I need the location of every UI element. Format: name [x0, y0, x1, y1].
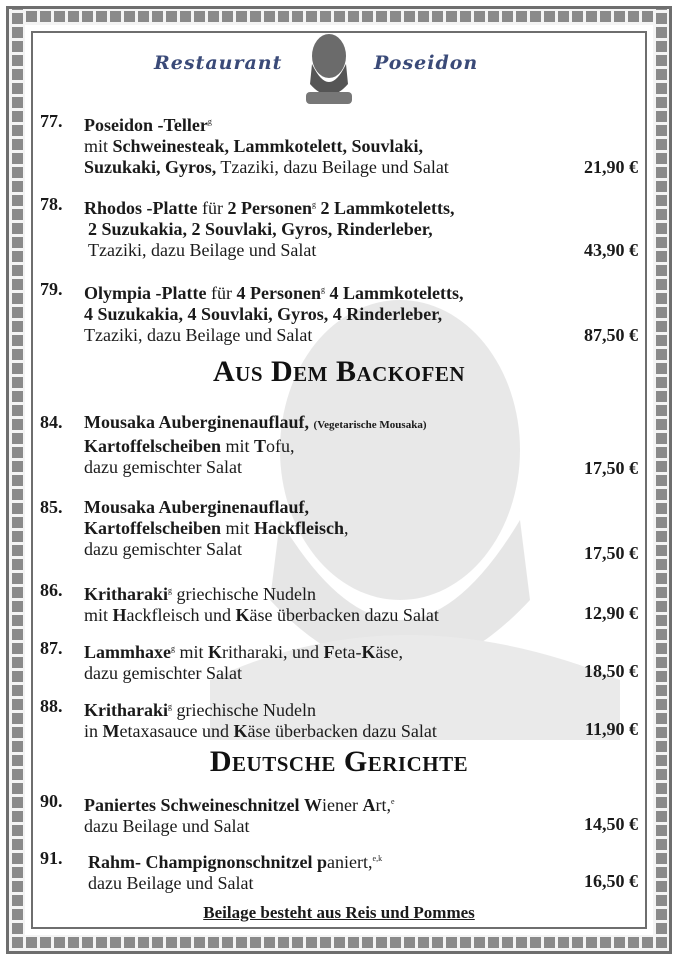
item-price: 14,50 € [584, 814, 638, 834]
meander-border-bottom [9, 935, 669, 951]
footer-note: Beilage besteht aus Reis und Pommes [203, 903, 475, 922]
item-text: mit [220, 436, 254, 456]
item-name: Kritharaki [84, 584, 168, 604]
item-number: 85. [40, 497, 63, 517]
item-text: A [362, 795, 376, 815]
item-price: 21,90 € [584, 157, 638, 177]
item-name: Olympia -Platte [84, 283, 207, 303]
item-text: griechische Nudeln [172, 700, 316, 720]
item-description [84, 580, 554, 626]
meander-border-top [9, 9, 669, 25]
item-text: K [235, 605, 250, 625]
logo-text-right: Poseidon [374, 52, 479, 74]
item-text: etaxasauce und [119, 721, 234, 741]
meander-border-left [9, 9, 25, 951]
item-name: Rahm- Champignonschnitzel [88, 852, 313, 872]
item-text: W [303, 795, 322, 815]
item-text: Tzaziki, dazu Beilage und Salat [84, 325, 313, 345]
item-text: äse überbacken dazu Salat [249, 605, 439, 625]
item-name: Kritharaki [84, 700, 168, 720]
item-name: Rhodos -Platte [84, 198, 198, 218]
item-price: 17,50 € [584, 458, 638, 478]
item-text: K [208, 642, 223, 662]
item-number: 88. [40, 696, 63, 716]
item-name: Mousaka Auberginenauflauf, [84, 412, 310, 432]
restaurant-logo [150, 30, 520, 106]
item-number: 84. [40, 412, 63, 432]
allergen-sup: g [207, 117, 212, 126]
item-description [84, 791, 554, 837]
item-number: 78. [40, 194, 63, 214]
allergen-sup: e [390, 797, 395, 806]
item-number: 79. [40, 279, 63, 299]
item-text: dazu Beilage und Salat [84, 816, 250, 836]
item-number: 91. [40, 848, 63, 868]
item-text: mit [220, 518, 254, 538]
item-price: 16,50 € [584, 871, 638, 891]
item-text: H [112, 605, 127, 625]
item-name: Lammhaxe [84, 642, 171, 662]
item-text: rt, [375, 795, 391, 815]
item-description [84, 412, 554, 478]
item-text: 2 Suzukakia, 2 Souvlaki, Gyros, Rinderleber, [88, 219, 433, 239]
item-price: 18,50 € [584, 661, 638, 681]
item-price: 17,50 € [584, 543, 638, 563]
item-text: Hackfleisch [253, 518, 344, 538]
item-text: ritharaki, und [222, 642, 324, 662]
item-price: 43,90 € [584, 240, 638, 260]
item-text: mit [175, 642, 209, 662]
item-text: 2 Personen [227, 198, 312, 218]
item-text: dazu gemischter Salat [84, 539, 242, 559]
item-text: äse, [375, 642, 403, 662]
section-heading-backofen: Aus Dem Backofen [212, 355, 465, 388]
item-text: 4 Lammkoteletts, [324, 283, 464, 303]
item-text: p [317, 852, 328, 872]
item-price: 87,50 € [584, 325, 638, 345]
item-text: T [253, 436, 266, 456]
item-text: dazu gemischter Salat [84, 457, 242, 477]
item-price: 11,90 € [584, 719, 638, 739]
item-price: 12,90 € [584, 603, 638, 623]
item-text: griechische Nudeln [172, 584, 316, 604]
item-name: Poseidon -Teller [84, 115, 208, 135]
item-text: mit [84, 605, 113, 625]
item-text: dazu gemischter Salat [84, 663, 242, 683]
item-name: Paniertes Schweineschnitzel [84, 795, 300, 815]
item-text: für [206, 283, 237, 303]
item-text: , [343, 518, 349, 538]
item-text: M [102, 721, 120, 741]
allergen-sup: g [171, 644, 175, 653]
allergen-sup: g [312, 200, 316, 209]
item-text: 4 Suzukakia, 4 Souvlaki, Gyros, 4 Rinderleber, [84, 304, 443, 324]
item-description [84, 111, 554, 178]
item-text: mit [84, 136, 113, 156]
item-number: 86. [40, 580, 63, 600]
item-text: ofu, [266, 436, 295, 456]
item-number: 87. [40, 638, 63, 658]
item-text: iener [321, 795, 363, 815]
item-number: 90. [40, 791, 63, 811]
item-text: 4 Personen [236, 283, 321, 303]
logo-text-left: Restaurant [154, 52, 283, 74]
allergen-sup: e,k [372, 854, 383, 863]
item-description [88, 848, 558, 894]
item-text: dazu Beilage und Salat [88, 873, 254, 893]
item-description [84, 696, 554, 742]
item-description [84, 279, 554, 346]
item-description [84, 497, 554, 560]
item-text: ackfleisch und [126, 605, 236, 625]
item-text: Tzaziki, dazu Beilage und Salat [216, 157, 449, 177]
item-text: in [84, 721, 103, 741]
item-description [84, 194, 554, 261]
poseidon-head-icon [300, 30, 358, 106]
item-text: für [197, 198, 228, 218]
section-heading-deutsche: Deutsche Gerichte [209, 745, 469, 778]
item-text: Kartoffelscheiben [84, 518, 221, 538]
item-name: Mousaka Auberginenauflauf, [84, 497, 310, 517]
item-text: 2 Lammkoteletts, [316, 198, 455, 218]
item-number: 77. [40, 111, 63, 131]
item-text: Tzaziki, dazu Beilage und Salat [88, 240, 317, 260]
item-text: aniert, [327, 852, 373, 872]
item-text: eta- [334, 642, 362, 662]
item-text: Suzukaki, Gyros, [84, 157, 217, 177]
item-text: F [323, 642, 335, 662]
item-description [84, 638, 554, 684]
item-text: Schweinesteak, Lammkotelett, Souvlaki, [112, 136, 424, 156]
allergen-sup: g [168, 586, 172, 595]
allergen-sup: g [320, 285, 325, 294]
item-text: K [361, 642, 376, 662]
item-text: K [233, 721, 248, 741]
item-note: (Vegetarische Mousaka) [313, 419, 427, 431]
item-text: äse überbacken dazu Salat [247, 721, 437, 741]
allergen-sup: g [168, 702, 172, 711]
item-text: Kartoffelscheiben [84, 436, 221, 456]
